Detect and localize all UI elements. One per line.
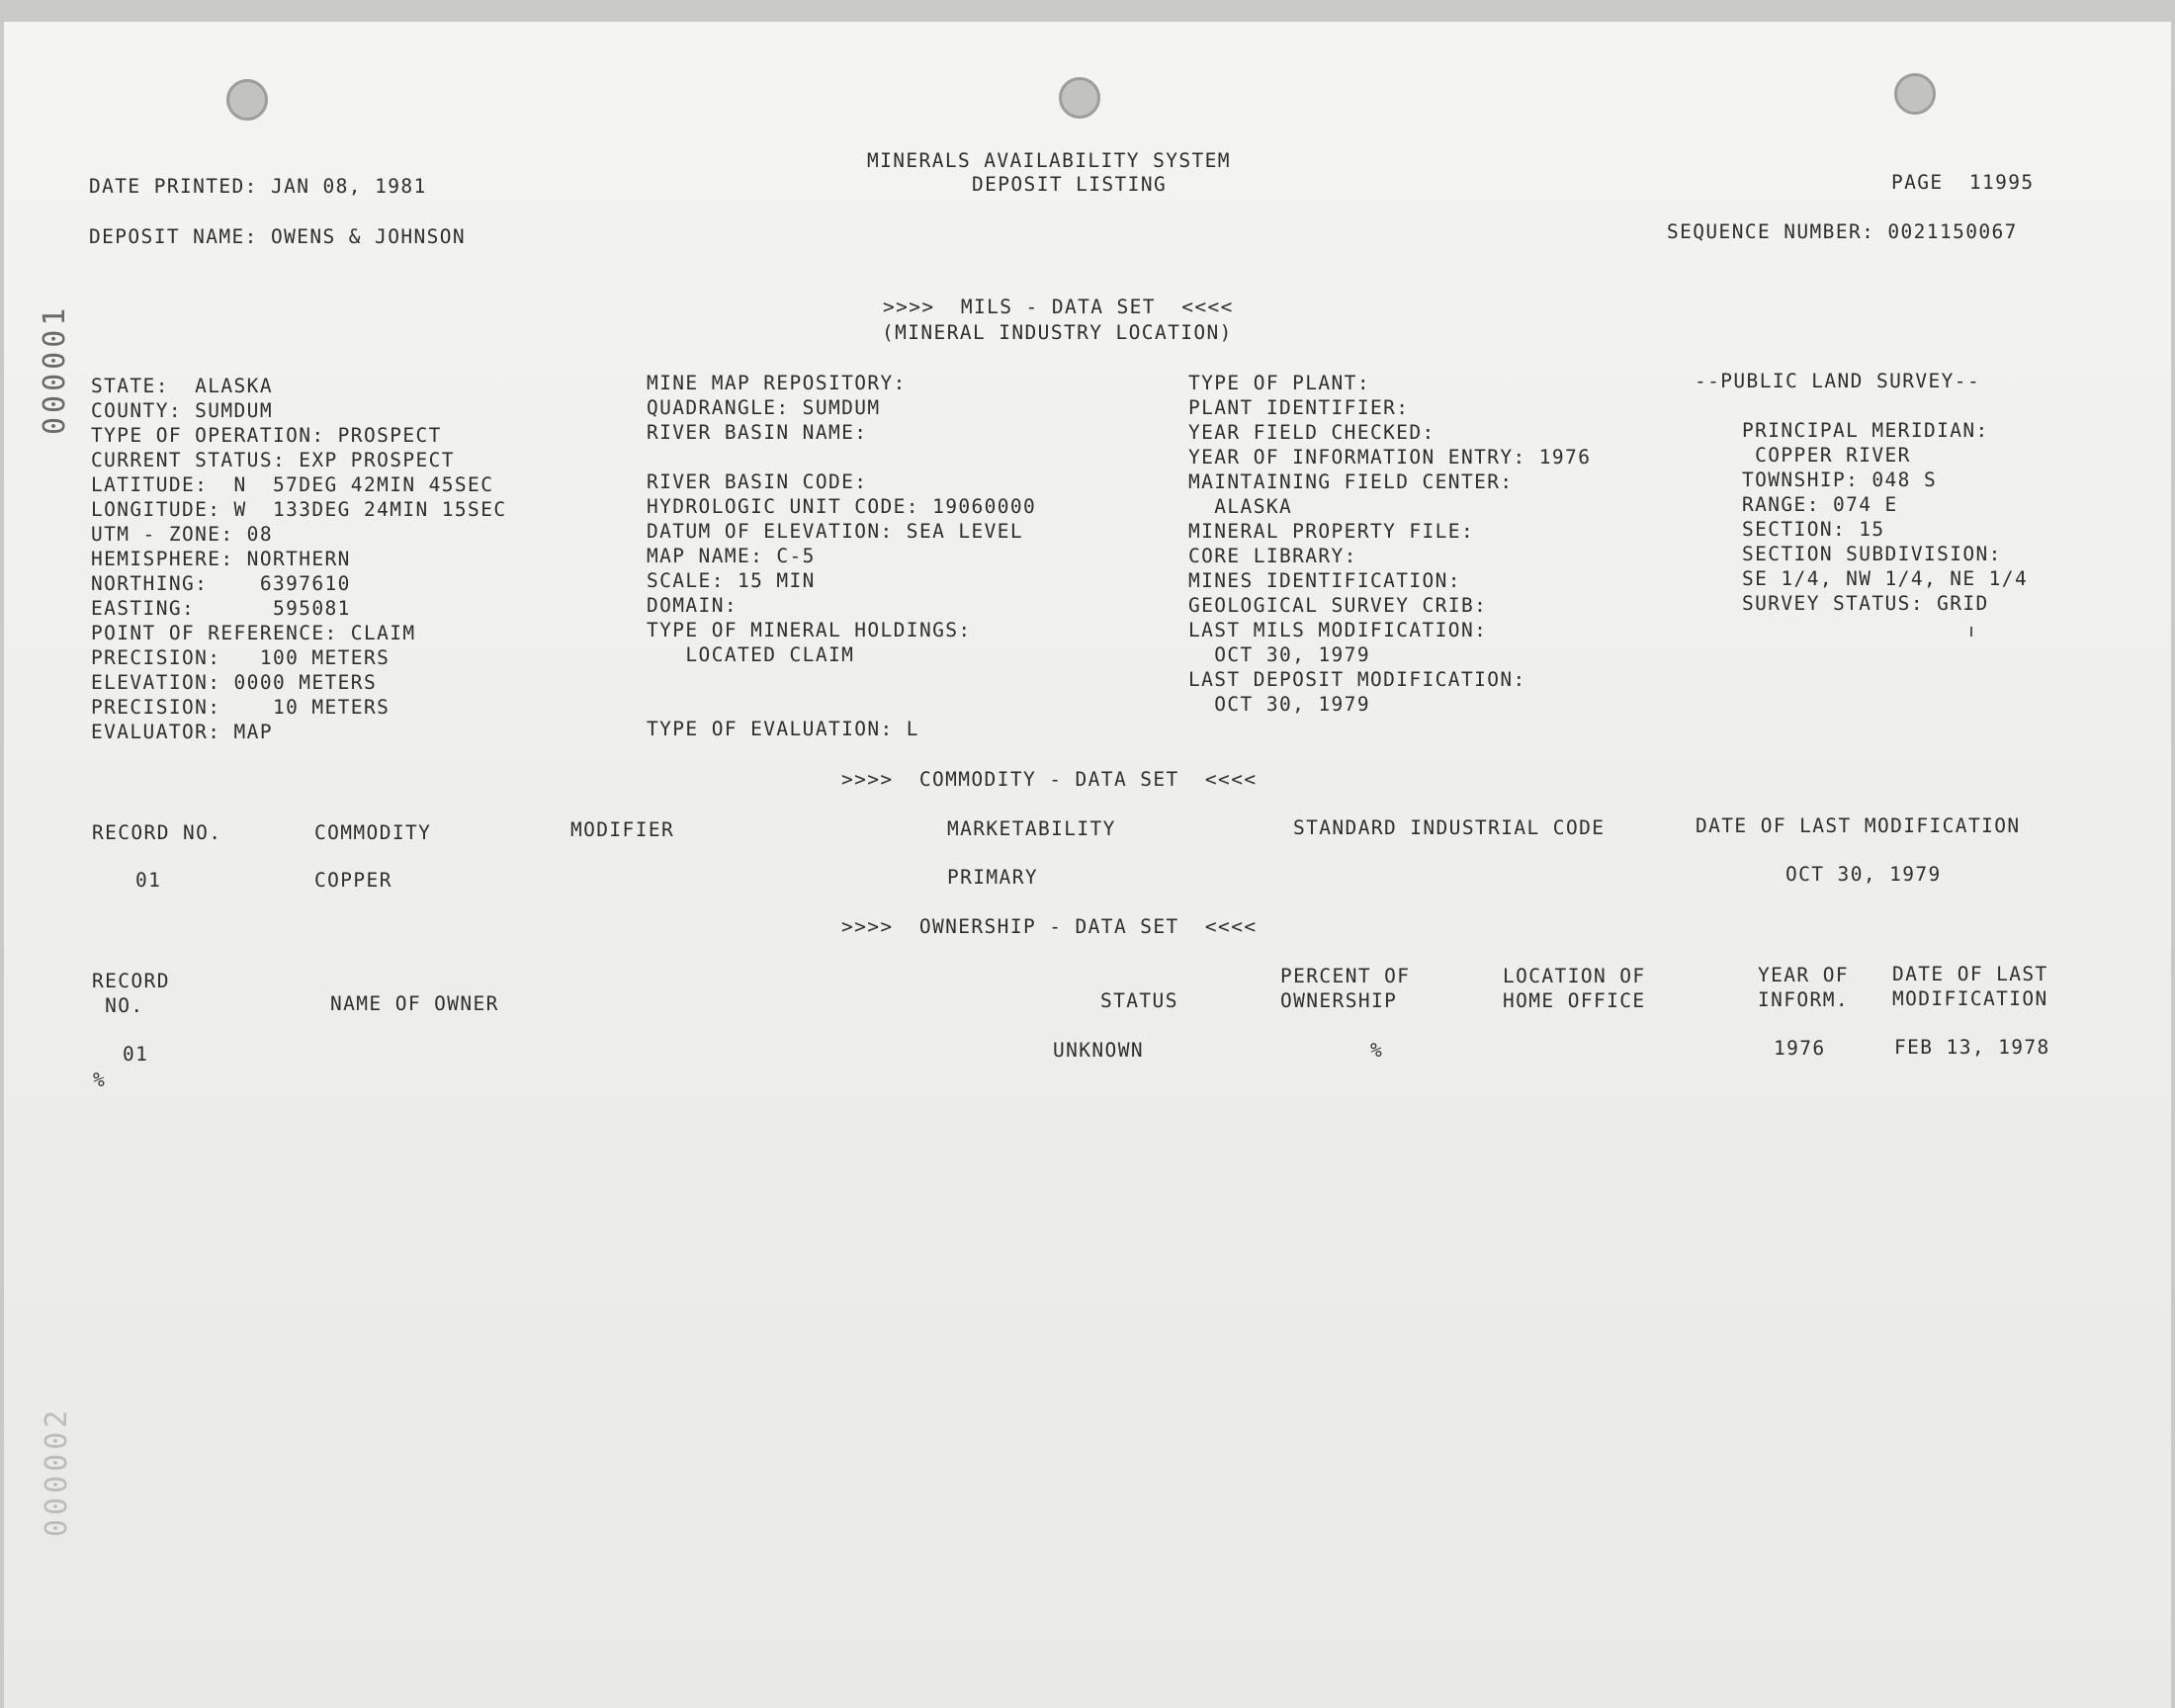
domain-field: DOMAIN:	[647, 594, 738, 617]
mines-identification-field: MINES IDENTIFICATION:	[1188, 569, 1461, 592]
mineral-holdings-field: TYPE OF MINERAL HOLDINGS:	[647, 619, 972, 641]
elevation-field: ELEVATION: 0000 METERS	[91, 671, 378, 694]
principal-meridian-value: COPPER RIVER	[1742, 444, 1911, 467]
ownership-percent: %	[1370, 1039, 1384, 1062]
ownership-header-percent-1: PERCENT OF	[1280, 965, 1411, 987]
side-mark-top: 000001	[38, 303, 72, 435]
commodity-date-modified: OCT 30, 1979	[1785, 863, 1942, 886]
ownership-header-date-2: MODIFICATION	[1892, 987, 2048, 1010]
latitude-field: LATITUDE: N 57DEG 42MIN 45SEC	[91, 473, 494, 496]
ownership-title: >>>> OWNERSHIP - DATA SET <<<<	[841, 915, 1258, 938]
year-field-checked-field: YEAR FIELD CHECKED:	[1188, 421, 1436, 444]
county-field: COUNTY: SUMDUM	[91, 399, 273, 422]
last-deposit-modification-value: OCT 30, 1979	[1188, 693, 1370, 716]
ownership-header-status: STATUS	[1100, 989, 1178, 1012]
river-basin-code-field: RIVER BASIN CODE:	[647, 470, 868, 493]
quadrangle-field: QUADRANGLE: SUMDUM	[647, 396, 881, 419]
commodity-header-sic: STANDARD INDUSTRIAL CODE	[1293, 816, 1606, 839]
ownership-header-date-1: DATE OF LAST	[1892, 963, 2048, 985]
mils-subtitle: (MINERAL INDUSTRY LOCATION)	[882, 321, 1233, 344]
mineral-property-file-field: MINERAL PROPERTY FILE:	[1188, 520, 1475, 543]
map-name-field: MAP NAME: C-5	[647, 545, 816, 567]
ownership-date-modified: FEB 13, 1978	[1894, 1036, 2050, 1059]
commodity-header-date: DATE OF LAST MODIFICATION	[1696, 814, 2021, 837]
side-mark-bottom: 000002	[40, 1406, 74, 1537]
datum-of-elevation-field: DATUM OF ELEVATION: SEA LEVEL	[647, 520, 1024, 543]
year-info-entry-field: YEAR OF INFORMATION ENTRY: 1976	[1188, 446, 1592, 469]
longitude-field: LONGITUDE: W 133DEG 24MIN 15SEC	[91, 498, 507, 521]
hydrologic-unit-code-field: HYDROLOGIC UNIT CODE: 19060000	[647, 495, 1037, 518]
end-of-record-mark: %	[93, 1068, 107, 1091]
mineral-holdings-value: LOCATED CLAIM	[647, 643, 855, 666]
survey-status-field: SURVEY STATUS: GRID	[1742, 592, 1989, 615]
report-subtitle: DEPOSIT LISTING	[972, 173, 1168, 196]
utm-zone-field: UTM - ZONE: 08	[91, 523, 273, 546]
commodity-marketability: PRIMARY	[947, 866, 1038, 889]
section-field: SECTION: 15	[1742, 518, 1885, 541]
last-mils-modification-field: LAST MILS MODIFICATION:	[1188, 619, 1488, 641]
punch-hole-right	[1894, 73, 1936, 115]
punch-hole-left	[226, 79, 268, 121]
ownership-record-no: 01	[123, 1043, 149, 1066]
sequence-number: SEQUENCE NUMBER: 0021150067	[1667, 220, 2018, 243]
survey-crib-field: GEOLOGICAL SURVEY CRIB:	[1188, 594, 1488, 617]
commodity-title: >>>> COMMODITY - DATA SET <<<<	[841, 768, 1258, 791]
township-field: TOWNSHIP: 048 S	[1742, 469, 1938, 491]
report-title: MINERALS AVAILABILITY SYSTEM	[867, 149, 1231, 172]
commodity-record-no: 01	[135, 869, 162, 892]
field-center-value: ALASKA	[1188, 495, 1293, 518]
page-number: PAGE 11995	[1891, 171, 2035, 194]
commodity-header-marketability: MARKETABILITY	[947, 817, 1116, 840]
section-subdivision-value: SE 1/4, NW 1/4, NE 1/4	[1742, 567, 2029, 590]
ownership-header-location-1: LOCATION OF	[1503, 965, 1646, 987]
last-deposit-modification-field: LAST DEPOSIT MODIFICATION:	[1188, 668, 1526, 691]
elevation-precision-field: PRECISION: 10 METERS	[91, 696, 391, 719]
easting-field: EASTING: 595081	[91, 597, 351, 620]
punch-hole-center	[1059, 77, 1100, 119]
ownership-header-percent-2: OWNERSHIP	[1280, 989, 1398, 1012]
reference-point-field: POINT OF REFERENCE: CLAIM	[91, 622, 416, 644]
last-mils-modification-value: OCT 30, 1979	[1188, 643, 1370, 666]
commodity-header-record-no: RECORD NO.	[92, 821, 222, 844]
state-field: STATE: ALASKA	[91, 375, 273, 397]
ownership-header-location-2: HOME OFFICE	[1503, 989, 1646, 1012]
operation-type-field: TYPE OF OPERATION: PROSPECT	[91, 424, 442, 447]
field-center-field: MAINTAINING FIELD CENTER:	[1188, 470, 1514, 493]
ownership-header-record-1: RECORD	[92, 970, 170, 992]
ownership-header-year-2: INFORM.	[1758, 988, 1849, 1011]
ownership-status: UNKNOWN	[1053, 1039, 1144, 1062]
plant-type-field: TYPE OF PLANT:	[1188, 372, 1370, 394]
commodity-header-commodity: COMMODITY	[314, 821, 432, 844]
northing-field: NORTHING: 6397610	[91, 572, 351, 595]
date-printed: DATE PRINTED: JAN 08, 1981	[89, 175, 427, 198]
ownership-header-owner: NAME OF OWNER	[330, 992, 499, 1015]
mils-title: >>>> MILS - DATA SET <<<<	[883, 296, 1234, 318]
hemisphere-field: HEMISPHERE: NORTHERN	[91, 548, 351, 570]
ownership-header-record-2: NO.	[92, 994, 144, 1017]
public-land-survey-header: --PUBLIC LAND SURVEY--	[1695, 370, 1981, 392]
commodity-header-modifier: MODIFIER	[570, 818, 675, 841]
core-library-field: CORE LIBRARY:	[1188, 545, 1357, 567]
section-subdivision-field: SECTION SUBDIVISION:	[1742, 543, 2002, 565]
plant-identifier-field: PLANT IDENTIFIER:	[1188, 396, 1410, 419]
ownership-header-year-1: YEAR OF	[1758, 964, 1849, 986]
precision-field: PRECISION: 100 METERS	[91, 646, 391, 669]
scale-field: SCALE: 15 MIN	[647, 569, 816, 592]
range-field: RANGE: 074 E	[1742, 493, 1898, 516]
current-status-field: CURRENT STATUS: EXP PROSPECT	[91, 449, 455, 471]
tick-mark	[1970, 627, 1972, 637]
ownership-year: 1976	[1774, 1037, 1826, 1060]
principal-meridian-field: PRINCIPAL MERIDIAN:	[1742, 419, 1989, 442]
evaluation-type-field: TYPE OF EVALUATION: L	[647, 718, 919, 740]
mine-map-repository-field: MINE MAP REPOSITORY:	[647, 372, 907, 394]
commodity-name: COPPER	[314, 869, 392, 892]
river-basin-name-field: RIVER BASIN NAME:	[647, 421, 868, 444]
evaluator-field: EVALUATOR: MAP	[91, 721, 273, 743]
deposit-name: DEPOSIT NAME: OWENS & JOHNSON	[89, 225, 467, 248]
